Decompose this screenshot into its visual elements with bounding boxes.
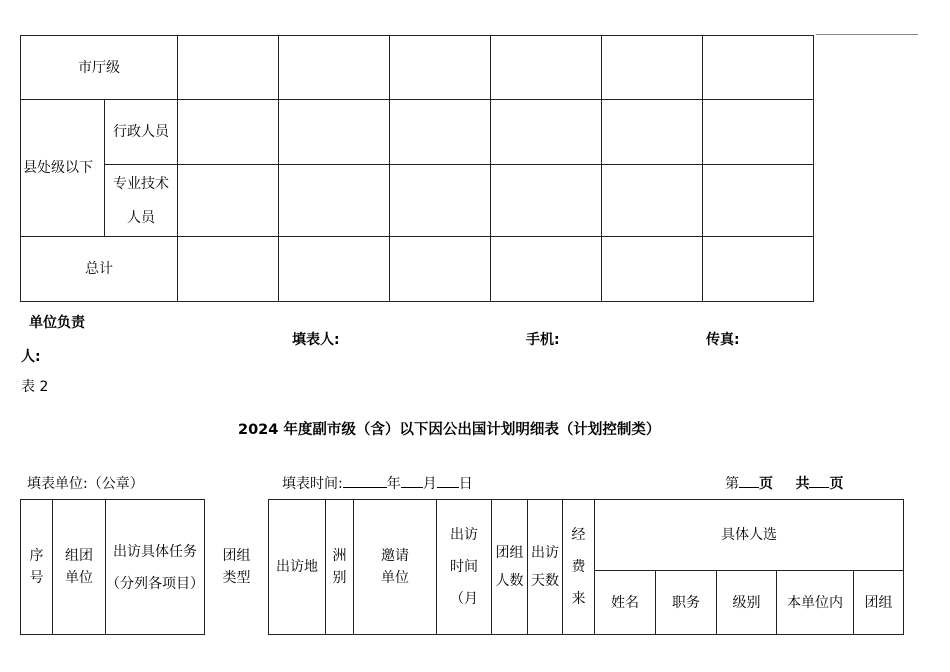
table-cell[interactable]: [602, 165, 703, 237]
row-label-county-level: 县处级以下: [21, 100, 105, 237]
table-cell[interactable]: [491, 165, 602, 237]
table-row: [21, 237, 814, 302]
mobile-label: 手机:: [526, 332, 560, 348]
table-row: [21, 36, 814, 100]
page-blank[interactable]: [739, 474, 759, 488]
table-cell[interactable]: [178, 237, 279, 302]
day-blank[interactable]: [437, 474, 459, 488]
header-continent: 洲别: [326, 500, 354, 635]
header-visit-days: 出访天数: [528, 500, 563, 635]
subheader-group: 团组: [854, 571, 904, 635]
detail-table: [20, 499, 904, 635]
filling-unit-label: 填表单位:（公章）: [27, 476, 144, 492]
header-visit-time: 出访时间（月: [437, 500, 492, 635]
total-page-label: 页: [829, 476, 844, 492]
row-label-total: 总计: [21, 237, 178, 302]
table-cell[interactable]: [602, 100, 703, 165]
unit-head-label-line2: 人:: [21, 349, 41, 365]
total-page-blank[interactable]: [809, 474, 829, 488]
table-row: [21, 165, 814, 237]
table-cell[interactable]: [279, 100, 390, 165]
header-destination: 出访地: [269, 500, 326, 635]
day-label: 日: [458, 476, 473, 492]
table-cell[interactable]: [602, 237, 703, 302]
year-label: 年: [386, 476, 401, 492]
table-cell[interactable]: [390, 100, 491, 165]
total-prefix: 共: [795, 476, 810, 492]
table-cell[interactable]: [279, 165, 390, 237]
page-title: 2024 年度副市级（含）以下因公出国计划明细表（计划控制类）: [238, 422, 661, 438]
subheader-position: 职务: [656, 571, 717, 635]
table-cell[interactable]: [703, 100, 814, 165]
page-counter: [725, 473, 843, 493]
row-label-admin-staff: 行政人员: [105, 100, 178, 165]
preparer-label: 填表人:: [292, 332, 340, 348]
fax-label: 传真:: [706, 332, 740, 348]
header-group-unit: 组团单位: [53, 500, 106, 635]
subheader-in-unit: 本单位内: [777, 571, 854, 635]
table-cell[interactable]: [279, 36, 390, 100]
header-funding: 经费来: [563, 500, 595, 635]
table-cell[interactable]: [703, 237, 814, 302]
summary-table: [20, 35, 814, 302]
table-row: [21, 100, 814, 165]
table-cell[interactable]: [491, 36, 602, 100]
table-cell[interactable]: [178, 100, 279, 165]
header-task: 出访具体任务（分列各项目）: [106, 500, 205, 635]
filling-time-label: 填表时间:: [282, 476, 343, 492]
table-header-row: [21, 500, 904, 571]
month-label: 月: [422, 476, 437, 492]
table-cell[interactable]: [390, 165, 491, 237]
table-cell[interactable]: [491, 100, 602, 165]
header-group-type: 团组类型: [205, 500, 269, 635]
page-label: 页: [759, 476, 773, 492]
table-cell[interactable]: [390, 36, 491, 100]
page-prefix: 第: [725, 476, 739, 492]
filling-time: [282, 473, 473, 493]
table2-label: 表 2: [21, 379, 49, 395]
unit-head-label-line1: 单位负责: [29, 315, 85, 331]
subheader-name: 姓名: [595, 571, 656, 635]
subheader-rank: 级别: [717, 571, 777, 635]
header-inviter: 邀请单位: [354, 500, 437, 635]
month-blank[interactable]: [401, 474, 423, 488]
table-cell[interactable]: [178, 36, 279, 100]
table-cell[interactable]: [178, 165, 279, 237]
row-label-tech-staff: 专业技术人员: [105, 165, 178, 237]
row-label-city-level: 市厅级: [21, 36, 178, 100]
table-cell[interactable]: [703, 36, 814, 100]
year-blank[interactable]: [343, 474, 387, 488]
header-candidates: 具体人选: [595, 500, 904, 571]
table-cell[interactable]: [703, 165, 814, 237]
table-cell[interactable]: [602, 36, 703, 100]
header-group-size: 团组人数: [492, 500, 528, 635]
top-rule-line: [816, 34, 918, 35]
header-seq: 序号: [21, 500, 53, 635]
table-cell[interactable]: [279, 237, 390, 302]
table-cell[interactable]: [390, 237, 491, 302]
table-cell[interactable]: [491, 237, 602, 302]
